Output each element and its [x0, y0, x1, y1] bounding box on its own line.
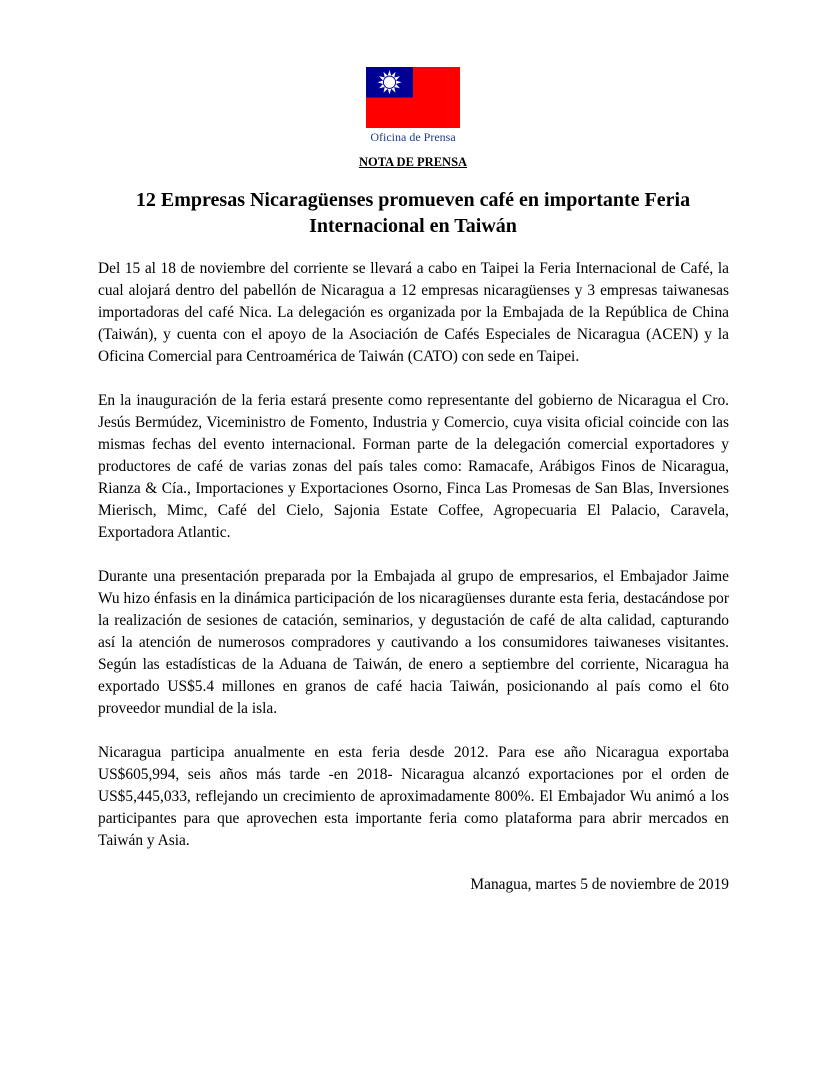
press-office-label: Oficina de Prensa — [370, 130, 456, 144]
paragraph-4: Nicaragua participa anualmente en esta feria desde 2012. Para ese año Nicaragua exportaba US$605,994, seis años más tarde -en 2018- Nicaragua alcanzó exportaciones por el orden de US$5,445,033, reflejando un crecimiento de aproximadamente 800%. El Embajador Wu animó a los participantes para que aprovechen esta importante feria como plataforma para abrir mercados en Taiwán y Asia. — [98, 744, 729, 849]
article-body — [98, 258, 729, 896]
press-release-label: NOTA DE PRENSA — [358, 155, 468, 169]
dateline: Managua, martes 5 de noviembre de 2019 — [470, 876, 729, 893]
paragraph-2: En la inauguración de la feria estará presente como representante del gobierno de Nicaragua el Cro. Jesús Bermúdez, Viceministro de Fomento, Industria y Comercio, cuya visita oficial coincide con las mismas fechas del evento internacional. Forman parte de la delegación comercial exportadores y productores de café de varias zonas del país tales como: Ramacafe, Arábigos Finos de Nicaragua, Rianza & Cía., Importaciones y Exportaciones Osorno, Finca Las Promesas de San Blas, Inversiones Mierisch, Mimc, Café del Cielo, Sajonia Estate Coffee, Agropecuaria El Palacio, Caravela, Exportadora Atlantic. — [98, 392, 729, 541]
paragraph-1: Del 15 al 18 de noviembre del corriente se llevará a cabo en Taipei la Feria Internacional de Café, la cual alojará dentro del pabellón de Nicaragua a 12 empresas nicaragüenses y 3 empresas taiwanesas importadoras del café Nica. La delegación es organizada por la Embajada de la República de China (Taiwán), y cuenta con el apoyo de la Asociación de Cafés Especiales de Nicaragua (ACEN) y la Oficina Comercial para Centroamérica de Taiwán (CATO) con sede en Taipei. — [98, 260, 729, 365]
article-headline: 12 Empresas Nicaragüenses promueven café en importante Feria Internacional en Taiwán — [135, 189, 691, 237]
taiwan-flag-icon — [366, 67, 460, 128]
paragraph-3: Durante una presentación preparada por la Embajada al grupo de empresarios, el Embajador Jaime Wu hizo énfasis en la dinámica participación de los nicaragüenses durante esta feria, destacándose por la realización de sesiones de catación, seminarios, y degustación de café de alta calidad, capturando así la atención de numerosos compradores y cautivando a los consumidores taiwaneses visitantes. Según las estadísticas de la Aduana de Taiwán, de enero a septiembre del corriente, Nicaragua ha exportado US$5.4 millones en granos de café hacia Taiwán, posicionando al país como el 6to proveedor mundial de la isla. — [98, 568, 729, 717]
